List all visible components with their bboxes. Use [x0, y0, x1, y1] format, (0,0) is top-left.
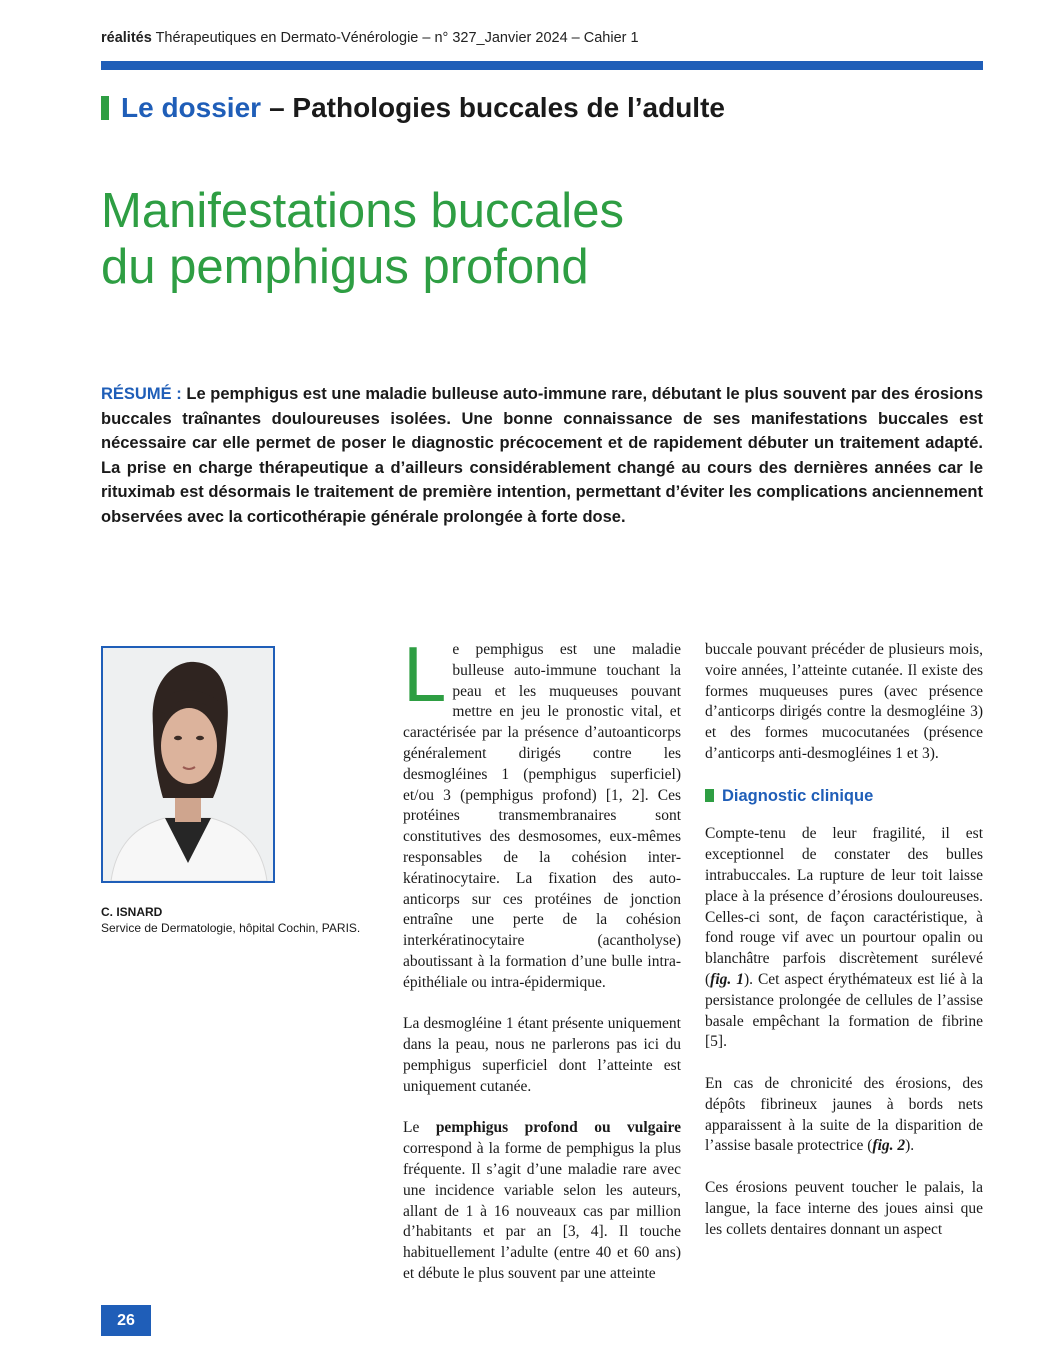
text-run: Le	[403, 1119, 436, 1137]
bold-term: pemphigus profond ou vulgaire	[435, 1119, 681, 1137]
paragraph-desmogleine: La desmogléine 1 étant présente uniquement dans la peau, nous ne parlerons pas ici du pemphigus superficiel dont l’atteinte est uniquement cutanée.	[403, 1015, 681, 1095]
subheading-diagnostic	[705, 786, 983, 807]
author-photo	[101, 646, 275, 883]
text-column-1	[403, 630, 681, 1306]
figure-reference[interactable]: fig. 2	[872, 1137, 906, 1155]
abstract-label: RÉSUMÉ :	[101, 385, 182, 403]
header-rule	[101, 61, 983, 70]
page-number: 26	[101, 1305, 151, 1336]
paragraph-chronicite	[705, 1074, 983, 1157]
text-run: correspond à la forme de pemphigus la plus fréquente. Il s’agit d’une maladie rare avec une incidence variable selon les auteurs, allant de 1 à 16 nouveaux cas par million d’habitants et par an [3, 4]. Il touche habituellement l’adulte (entre 40 et 60 ans) et débute le plus souvent par une atteinte	[403, 1140, 681, 1282]
article-title	[101, 183, 624, 295]
section-label: Le dossier	[121, 92, 262, 123]
paragraph-fragilite	[705, 824, 983, 1053]
section-topic: – Pathologies buccales de l’adulte	[269, 92, 725, 123]
paragraph-intro	[403, 630, 681, 994]
paragraph-pemphigus-profond	[403, 1118, 681, 1284]
text-run: En cas de chronicité des érosions, des dépôts fibrineux jaunes à bords nets apparaissent à la suite de la disparition de l’assise basale protectrice (	[705, 1074, 983, 1155]
abstract-text: Le pemphigus est une maladie bulleuse auto-immune rare, débutant le plus souvent par des érosions buccales traînantes douloureuses isolées. Une bonne connaissance de ses manifestations buccales est nécessaire car elle permet de poser le diagnostic précocement et de rapidement débuter un traitement adapté. La prise en charge thérapeutique a d’ailleurs considérablement changé au cours des dernières années car le rituximab est désormais le traitement de première intention, permettant d’éviter les complications anciennement observées avec la corticothérapie générale prolongée à forte dose.	[101, 385, 983, 526]
author-name: C. ISNARD	[101, 905, 163, 919]
drop-cap: L	[403, 630, 447, 718]
intro-text: e pemphigus est une maladie bulleuse auto-immune touchant la peau et les muqueuses pouvant mettre en jeu le pronostic vital, et caractérisée par la présence d’autoanticorps généralement dirigés contre les desmogléines 1 (pemphigus superficiel) et/ou 3 (pemphigus profond) [1, 2]. Ces protéines transmembranaires sont constitutives des desmosomes, eux-mêmes responsables de la cohésion inter-kératinocytaire. La fixation des auto-anticorps sur ces protéines de jonction entraîne une perte de la cohésion interkératinocytaire (acantholyse) aboutissant à la formation d’une bulle intra-épithéliale ou intra-épidermique.	[403, 641, 681, 991]
author-affiliation: Service de Dermatologie, hôpital Cochin, PARIS.	[101, 921, 361, 935]
subheading-text: Diagnostic clinique	[722, 786, 874, 805]
figure-reference[interactable]: fig. 1	[710, 970, 744, 988]
author-block	[101, 904, 360, 936]
subhead-square-icon	[705, 789, 714, 802]
paragraph-localisation: Ces érosions peuvent toucher le palais, la langue, la face interne des joues ainsi que les collets dentaires donnant un aspect	[705, 1178, 983, 1238]
text-run: Compte-tenu de leur fragilité, il est exceptionnel de constater des bulles intrabuccales. La rupture de leur toit laisse place à la présence d’érosions douloureuses. Celles-ci sont, de façon caractéristique, à fond rouge vif avec un pourtour opalin ou blanchâtre parfois discrètement surélevé (	[705, 825, 983, 988]
title-line-1: Manifestations buccales	[101, 184, 624, 238]
running-header	[101, 30, 639, 46]
author-portrait-image	[103, 648, 273, 881]
section-heading	[101, 92, 725, 124]
text-run: ). Cet aspect érythémateux est lié à la persistance prolongée de cellules de l’assise basale empêchant la formation de fibrine [5].	[705, 970, 983, 1051]
section-bar-icon	[101, 96, 109, 120]
text-run: ).	[905, 1137, 915, 1155]
paragraph-continuation: buccale pouvant précéder de plusieurs mois, voire années, l’atteinte cutanée. Il existe des formes muqueuses pures (avec présence d’anticorps dirigés contre la desmogléine 3) et des formes mucocutanées (présence d’anticorps anti-desmogléines 1 et 3).	[705, 641, 983, 762]
abstract	[101, 382, 983, 529]
text-column-2	[705, 640, 983, 1261]
journal-brand: réalités	[101, 30, 152, 46]
title-line-2: du pemphigus profond	[101, 240, 589, 294]
journal-issue: Thérapeutiques en Dermato-Vénérologie – n° 327_Janvier 2024 – Cahier 1	[155, 30, 639, 46]
